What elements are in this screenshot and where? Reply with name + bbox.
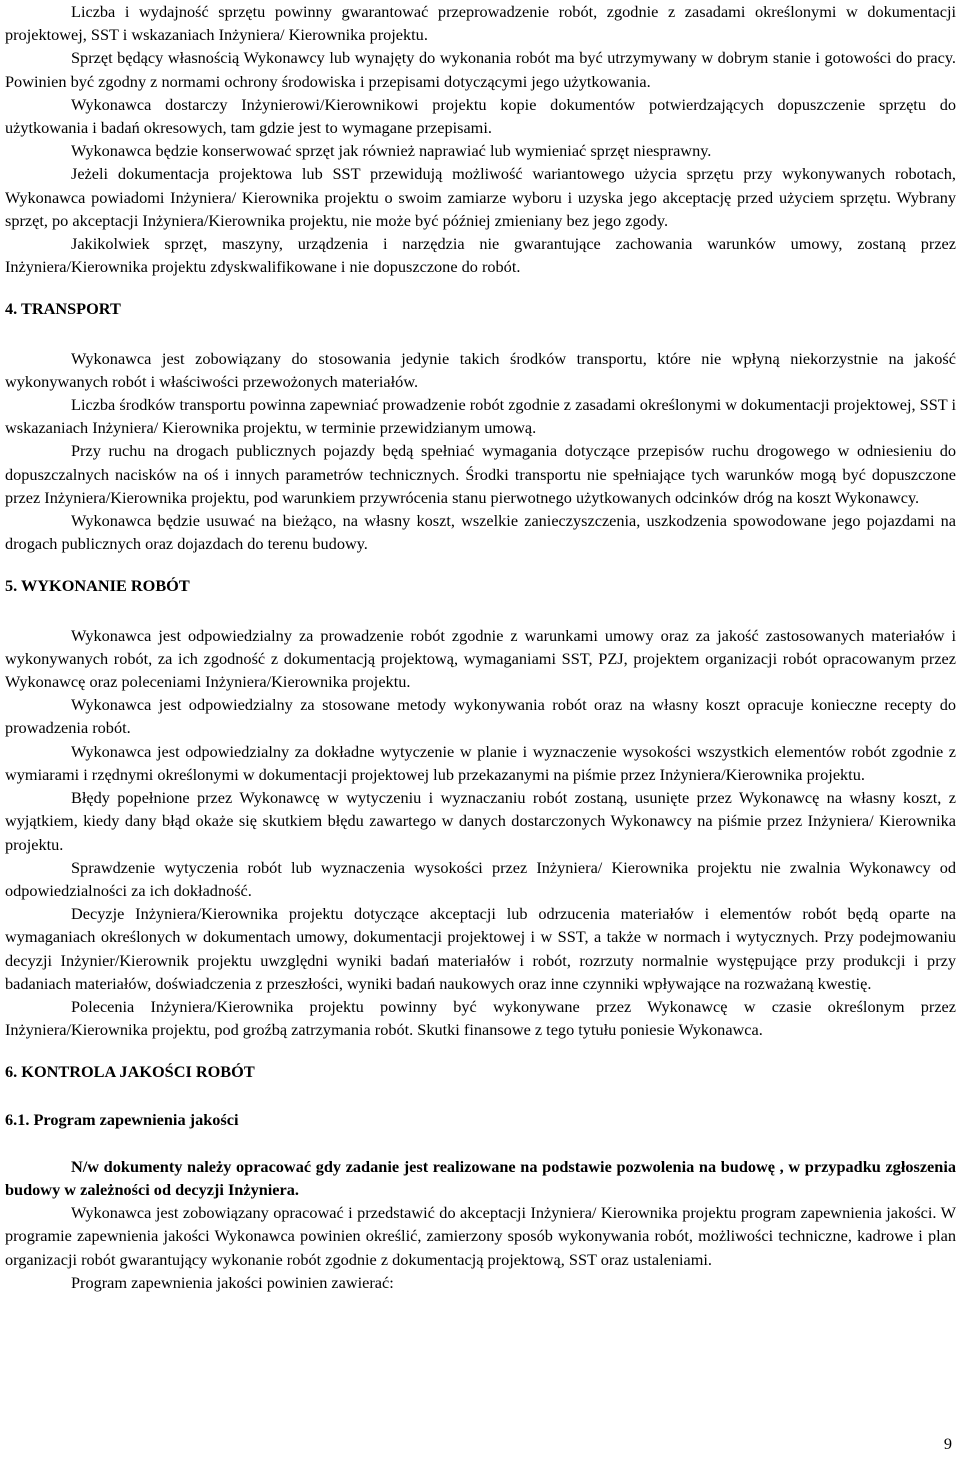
paragraph: Sprawdzenie wytyczenia robót lub wyznaczenia wysokości przez Inżyniera/ Kierownika projektu nie zwalnia Wykonawcy od odpowiedzialności za ich dokładność. <box>5 857 956 900</box>
paragraph: Błędy popełnione przez Wykonawcę w wytyczeniu i wyznaczaniu robót zostaną, usunięte przez Wykonawcę na własny koszt, z wyjątkiem, kiedy dany błąd okaże się skutkiem błędu zawartego w danych dostarczonych Wykonawcy na piśmie przez Inżyniera/ Kierownika projektu. <box>5 788 956 854</box>
paragraph: Jakikolwiek sprzęt, maszyny, urządzenia i narzędzia nie gwarantujące zachowania warunków umowy, zostaną przez Inżyniera/Kierownika projektu zdyskwalifikowane i nie dopuszczone do robót. <box>5 234 956 277</box>
paragraph: Polecenia Inżyniera/Kierownika projektu powinny być wykonywane przez Wykonawcę w czasie określonym przez Inżyniera/Kierownika projektu, pod groźbą zatrzymania robót. Skutki finansowe z tego tytułu poniesie Wykonawca. <box>5 996 956 1040</box>
paragraph: Jeżeli dokumentacja projektowa lub SST przewidują możliwość wariantowego użycia sprzętu przy wykonywanych robotach, Wykonawca powiadomi Inżyniera/ Kierownika projektu o swoim zamiarze wyboru i uzyska jego akceptację przed użyciem sprzętu. Wybrany sprzęt, po akceptacji Inżyniera/Kierownika projektu, nie może być później zmieniany bez jego zgody. <box>5 164 956 230</box>
paragraph: Wykonawca będzie konserwować sprzęt jak również naprawiać lub wymieniać sprzęt niesprawny. <box>71 141 712 161</box>
paragraph: Sprzęt będący własnością Wykonawcy lub wynajęty do wykonania robót ma być utrzymywany w dobrym stanie i gotowości do pracy. Powinien być zgodny z normami ochrony środowiska i przepisami dotyczącymi jego użytkowania. <box>5 48 956 91</box>
paragraph: Wykonawca jest odpowiedzialny za prowadzenie robót zgodnie z warunkami umowy oraz za jakość zastosowanych materiałów i wykonywanych robót, za ich zgodność z dokumentacją projektową, wymaganiami SST, PZJ, projektem organizacji robót opracowanym przez Wykonawcę oraz poleceniami Inżyniera/Kierownika projektu. <box>5 625 956 692</box>
paragraph: Wykonawca jest odpowiedzialny za stosowane metody wykonywania robót oraz na własny koszt opracuje konieczne recepty do prowadzenia robót. <box>5 695 956 738</box>
section-heading-transport: 4. TRANSPORT <box>5 299 121 319</box>
paragraph: Wykonawca będzie usuwać na bieżąco, na własny koszt, wszelkie zanieczyszczenia, uszkodzenia spowodowane jego pojazdami na drogach publicznych oraz dojazdach do terenu budowy. <box>5 511 956 554</box>
document-page <box>5 0 956 1294</box>
paragraph: Wykonawca jest zobowiązany do stosowania jedynie takich środków transportu, które nie wpłyną niekorzystnie na jakość wykonywanych robót i właściwości przewożonych materiałów. <box>5 348 956 391</box>
bold-note: N/w dokumenty należy opracować gdy zadanie jest realizowane na podstawie pozwolenia na budowę , w przypadku zgłoszenia budowy w zależności od decyzji Inżyniera. <box>5 1156 956 1199</box>
paragraph: Przy ruchu na drogach publicznych pojazdy będą spełniać wymagania dotyczące przepisów ruchu drogowego w odniesieniu do dopuszczalnych nacisków na oś i innych parametrów technicznych. Środki transportu nie spełniające tych warunków mogą być dopuszczone przez Inżyniera/Kierownika projektu, pod warunkiem przywrócenia stanu pierwotnego użytkowanych odcinków dróg na koszt Wykonawcy. <box>5 441 956 507</box>
paragraph: Wykonawca dostarczy Inżynierowi/Kierownikowi projektu kopie dokumentów potwierdzających dopuszczenie sprzętu do użytkowania i badań okresowych, tam gdzie jest to wymagane przepisami. <box>5 94 956 138</box>
paragraph: Liczba i wydajność sprzętu powinny gwarantować przeprowadzenie robót, zgodnie z zasadami określonymi w dokumentacji projektowej, SST i wskazaniach Inżyniera/ Kierownika projektu. <box>5 2 956 45</box>
section-heading-quality-control: 6. KONTROLA JAKOŚCI ROBÓT <box>5 1062 255 1082</box>
paragraph: Program zapewnienia jakości powinien zawierać: <box>71 1272 394 1292</box>
paragraph: Wykonawca jest odpowiedzialny za dokładne wytyczenie w planie i wyznaczenie wysokości wszystkich elementów robót zgodnie z wymiarami i rzędnymi określonymi w dokumentacji projektowej lub przekazanymi na piśmie przez Inżyniera/Kierownika projektu. <box>5 741 956 784</box>
paragraph: Decyzje Inżyniera/Kierownika projektu dotyczące akceptacji lub odrzucenia materiałów i elementów robót będą oparte na wymaganiach określonych w dokumentach umowy, dokumentacji projektowej i w SST, a także w normach i wytycznych. Przy podejmowaniu decyzji Inżynier/Kierownik projektu uwzględni wyniki badań materiałów i robót, rozrzuty normalnie występujące przy produkcji i przy badaniach materiałów, doświadczenia z przeszłości, wyniki badań naukowych oraz inne czynniki wpływające na rozważaną kwestię. <box>5 904 956 993</box>
page-number: 9 <box>943 1434 952 1453</box>
paragraph: Liczba środków transportu powinna zapewniać prowadzenie robót zgodnie z zasadami określonymi w dokumentacji projektowej, SST i wskazaniach Inżyniera/ Kierownika projektu, w terminie przewidzianym umową. <box>5 395 956 438</box>
section-heading-execution: 5. WYKONANIE ROBÓT <box>5 576 190 596</box>
paragraph: Wykonawca jest zobowiązany opracować i przedstawić do akceptacji Inżyniera/ Kierownika projektu program zapewnienia jakości. W programie zapewnienia jakości Wykonawca powinien określić, zamierzony sposób wykonywania robót, możliwości techniczne, kadrowe i plan organizacji robót gwarantujący wykonanie robót zgodnie z dokumentacją projektową, SST oraz ustaleniami. <box>5 1203 956 1269</box>
subsection-heading-quality-program: 6.1. Program zapewnienia jakości <box>5 1109 239 1129</box>
